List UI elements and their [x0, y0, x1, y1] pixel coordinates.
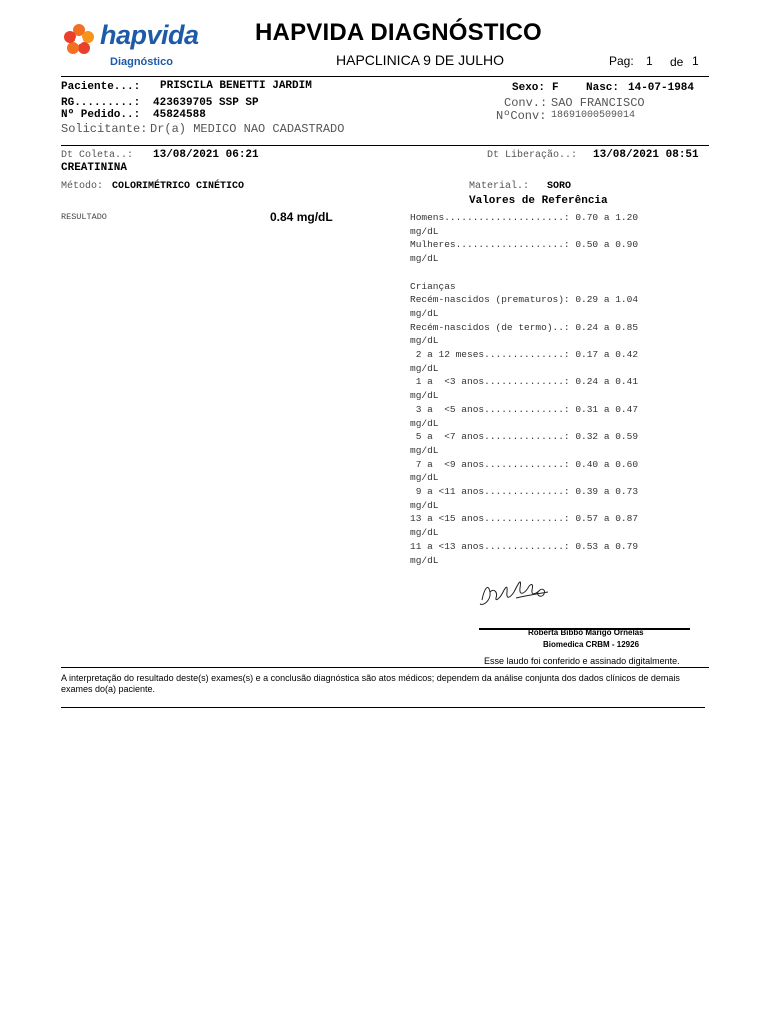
- reference-line: 2 a 12 meses..............: 0.17 a 0.42: [410, 349, 639, 360]
- patient-name: PRISCILA BENETTI JARDIM: [160, 80, 312, 92]
- page-label: Pag:: [609, 54, 634, 68]
- hapvida-logo: [58, 18, 218, 74]
- method-value: COLORIMÉTRICO CINÉTICO: [112, 181, 245, 192]
- reference-line: mg/dL: [410, 253, 439, 265]
- reference-line: 7 a <9 anos..............: 0.40 a 0.60: [410, 458, 639, 470]
- handwritten-signature: [476, 570, 556, 616]
- birth-date: 14-07-1984: [628, 82, 695, 94]
- convenio-value: SAO FRANCISCO: [551, 96, 645, 110]
- release-date: 13/08/2021 08:51: [593, 149, 699, 161]
- reference-line: 13 a <15 anos..............: 0.57 a 0.87: [410, 513, 639, 525]
- reference-line: mg/dL: [410, 417, 439, 429]
- digital-signature-note: Esse laudo foi conferido e assinado digitalmente.: [484, 656, 680, 666]
- page-title: HAPVIDA DIAGNÓSTICO: [255, 19, 542, 46]
- page-number: 1: [646, 54, 653, 68]
- requester-value: Dr(a) MEDICO NAO CADASTRADO: [150, 122, 345, 136]
- reference-line: mg/dL: [410, 335, 439, 347]
- signer-name: Roberta Bibbo Marigo Ornelas: [528, 628, 644, 637]
- material-value: SORO: [547, 181, 572, 192]
- logo-subtitle: Diagnóstico: [110, 56, 173, 68]
- rg-value: 423639705 SSP SP: [153, 97, 259, 109]
- reference-line: mg/dL: [410, 527, 439, 539]
- reference-line: Recém-nascidos (de termo)..: 0.24 a 0.85: [410, 321, 639, 333]
- reference-line: mg/dL: [410, 444, 439, 456]
- requester-label: Solicitante:: [61, 122, 148, 136]
- logo-wordmark: hapvida: [100, 20, 199, 50]
- reference-line: 9 a <11 anos..............: 0.39 a 0.73: [410, 486, 639, 497]
- rg-label: RG.........:: [61, 97, 141, 109]
- release-label: Dt Liberação..:: [487, 150, 578, 161]
- reference-line: 11 a <13 anos..............: 0.53 a 0.79: [410, 540, 639, 552]
- reference-line: Recém-nascidos (prematuros): 0.29 a 1.04: [410, 294, 639, 306]
- patient-label: Paciente...:: [61, 81, 141, 93]
- flower-logo-icon: [62, 22, 96, 56]
- reference-line: mg/dL: [410, 362, 439, 374]
- page-of-label: de: [670, 55, 684, 69]
- method-label: Método:: [61, 181, 104, 192]
- reference-line: 3 a <5 anos..............: 0.31 a 0.47: [410, 403, 639, 415]
- reference-line: Mulheres...................: 0.50 a 0.90: [410, 239, 639, 251]
- reference-line: 5 a <7 anos..............: 0.32 a 0.59: [410, 431, 639, 443]
- footer-top-divider: [61, 667, 709, 668]
- nconv-label: NºConv:: [496, 109, 547, 123]
- reference-line: mg/dL: [410, 554, 439, 566]
- reference-line: Crianças: [410, 280, 456, 292]
- header-divider: [61, 76, 709, 77]
- sex-value: F: [552, 82, 559, 94]
- birth-label: Nasc:: [586, 82, 620, 94]
- collection-label: Dt Coleta..:: [61, 150, 134, 161]
- material-label: Material.:: [469, 181, 530, 192]
- page-total: 1: [692, 54, 699, 68]
- reference-line: mg/dL: [410, 472, 439, 484]
- reference-title: Valores de Referência: [469, 195, 608, 207]
- signer-role: Biomedica CRBM - 12926: [543, 640, 640, 649]
- patient-divider: [61, 145, 709, 146]
- result-value: 0.84 mg/dL: [270, 210, 333, 224]
- reference-line: mg/dL: [410, 307, 439, 319]
- result-label: RESULTADO: [61, 212, 107, 222]
- collection-date: 13/08/2021 06:21: [153, 149, 259, 161]
- reference-line: Homens.....................: 0.70 a 1.20: [410, 212, 639, 223]
- nconv-value: 18691000509014: [551, 110, 636, 121]
- order-number: 45824588: [153, 109, 206, 121]
- sex-label: Sexo:: [512, 82, 546, 94]
- reference-line: mg/dL: [410, 390, 439, 402]
- reference-line: mg/dL: [410, 225, 439, 237]
- clinic-unit: HAPCLINICA 9 DE JULHO: [336, 52, 505, 68]
- convenio-label: Conv.:: [504, 96, 548, 110]
- reference-line: mg/dL: [410, 499, 439, 511]
- reference-line: 1 a <3 anos..............: 0.24 a 0.41: [410, 376, 639, 388]
- disclaimer-text: A interpretação do resultado deste(s) exames(s) e a conclusão diagnóstica são atos médicos; dependem da análise conjunta dos dados clínicos de demais exames do(a) paciente.: [61, 673, 680, 694]
- footer-bottom-divider: [61, 707, 705, 708]
- order-label: Nº Pedido..:: [61, 109, 141, 121]
- exam-name: CREATININA: [61, 162, 128, 174]
